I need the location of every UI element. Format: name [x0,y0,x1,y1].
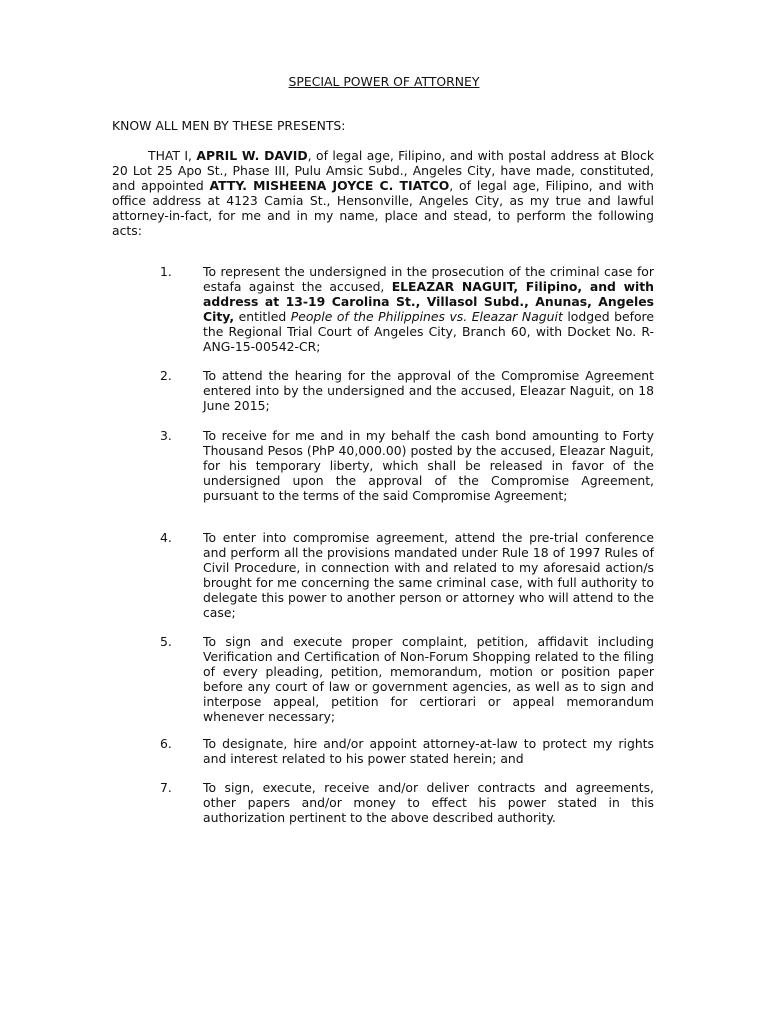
item-text: To sign and execute proper complaint, petition, affidavit including Verification and Certification of Non-Forum Shopping related to the filing of every pleading, petition, memorandum, motion or position paper before any court of law or government agencies, as well as to sign and interpose appeal, petition for certiorari or appeal memorandum whenever necessary; [203,634,654,724]
principal-name: APRIL W. DAVID [196,148,308,163]
item-number: 3. [160,428,172,443]
item-number: 5. [160,634,172,649]
item-number: 2. [160,368,172,383]
item-text: To receive for me and in my behalf the cash bond amounting to Forty Thousand Pesos (PhP 40,000.00) posted by the accused, Eleazar Naguit, for his temporary liberty, which shall be released in favor of the undersigned upon the approval of the Compromise Agreement, pursuant to the terms of the said Compromise Agreement; [203,428,654,503]
item-text-part: entitled [234,309,291,324]
item-text: To sign, execute, receive and/or deliver contracts and agreements, other papers and/or money to effect his power stated in this authorization pertinent to the above described authority. [203,780,654,825]
salutation: KNOW ALL MEN BY THESE PRESENTS: [112,118,346,133]
document-title: SPECIAL POWER OF ATTORNEY [288,74,480,89]
item-text-part: To represent the undersigned in the prosecution of the criminal case for estafa against the accused, [203,264,654,294]
item-text: To enter into compromise agreement, attend the pre-trial conference and perform all the provisions mandated under Rule 18 of 1997 Rules of Civil Procedure, in connection with and related to my aforesaid action/s brought for me concerning the same criminal case, with full authority to delegate this power to another person or attorney who will attend to the case; [203,530,654,620]
attorney-name: ATTY. MISHEENA JOYCE C. TIATCO [209,178,450,193]
accused-details: ELEAZAR NAGUIT, Filipino, and with address at 13-19 Carolina St., Villasol Subd., Anunas, Angeles City, [203,279,655,324]
item-number: 7. [160,780,172,795]
item-number: 1. [160,264,172,279]
item-text-part: lodged before the Regional Trial Court of Angeles City, Branch 60, with Docket No. R-ANG-15-00542-CR; [203,309,654,354]
item-text: To designate, hire and/or appoint attorney-at-law to protect my rights and interest related to his power stated herein; and [203,736,654,766]
intro-text-1: THAT I, [148,148,197,163]
case-title: People of the Philippines vs. Eleazar Naguit [290,309,563,324]
intro-text-3: , of legal age, Filipino, and with office address at 4123 Camia St., Hensonville, Angeles City, as my true and lawful attorney-in-fact, for me and in my name, place and stead, to perform the following acts: [112,178,654,238]
item-text: To attend the hearing for the approval of the Compromise Agreement entered into by the undersigned and the accused, Eleazar Naguit, on 18 June 2015; [203,368,654,413]
item-text [203,264,654,354]
item-number: 4. [160,530,172,545]
intro-paragraph [112,148,654,238]
item-number: 6. [160,736,172,751]
intro-text-2: , of legal age, Filipino, and with postal address at Block 20 Lot 25 Apo St., Phase III, Pulu Amsic Subd., Angeles City, have made, constituted, and appointed [112,148,654,193]
